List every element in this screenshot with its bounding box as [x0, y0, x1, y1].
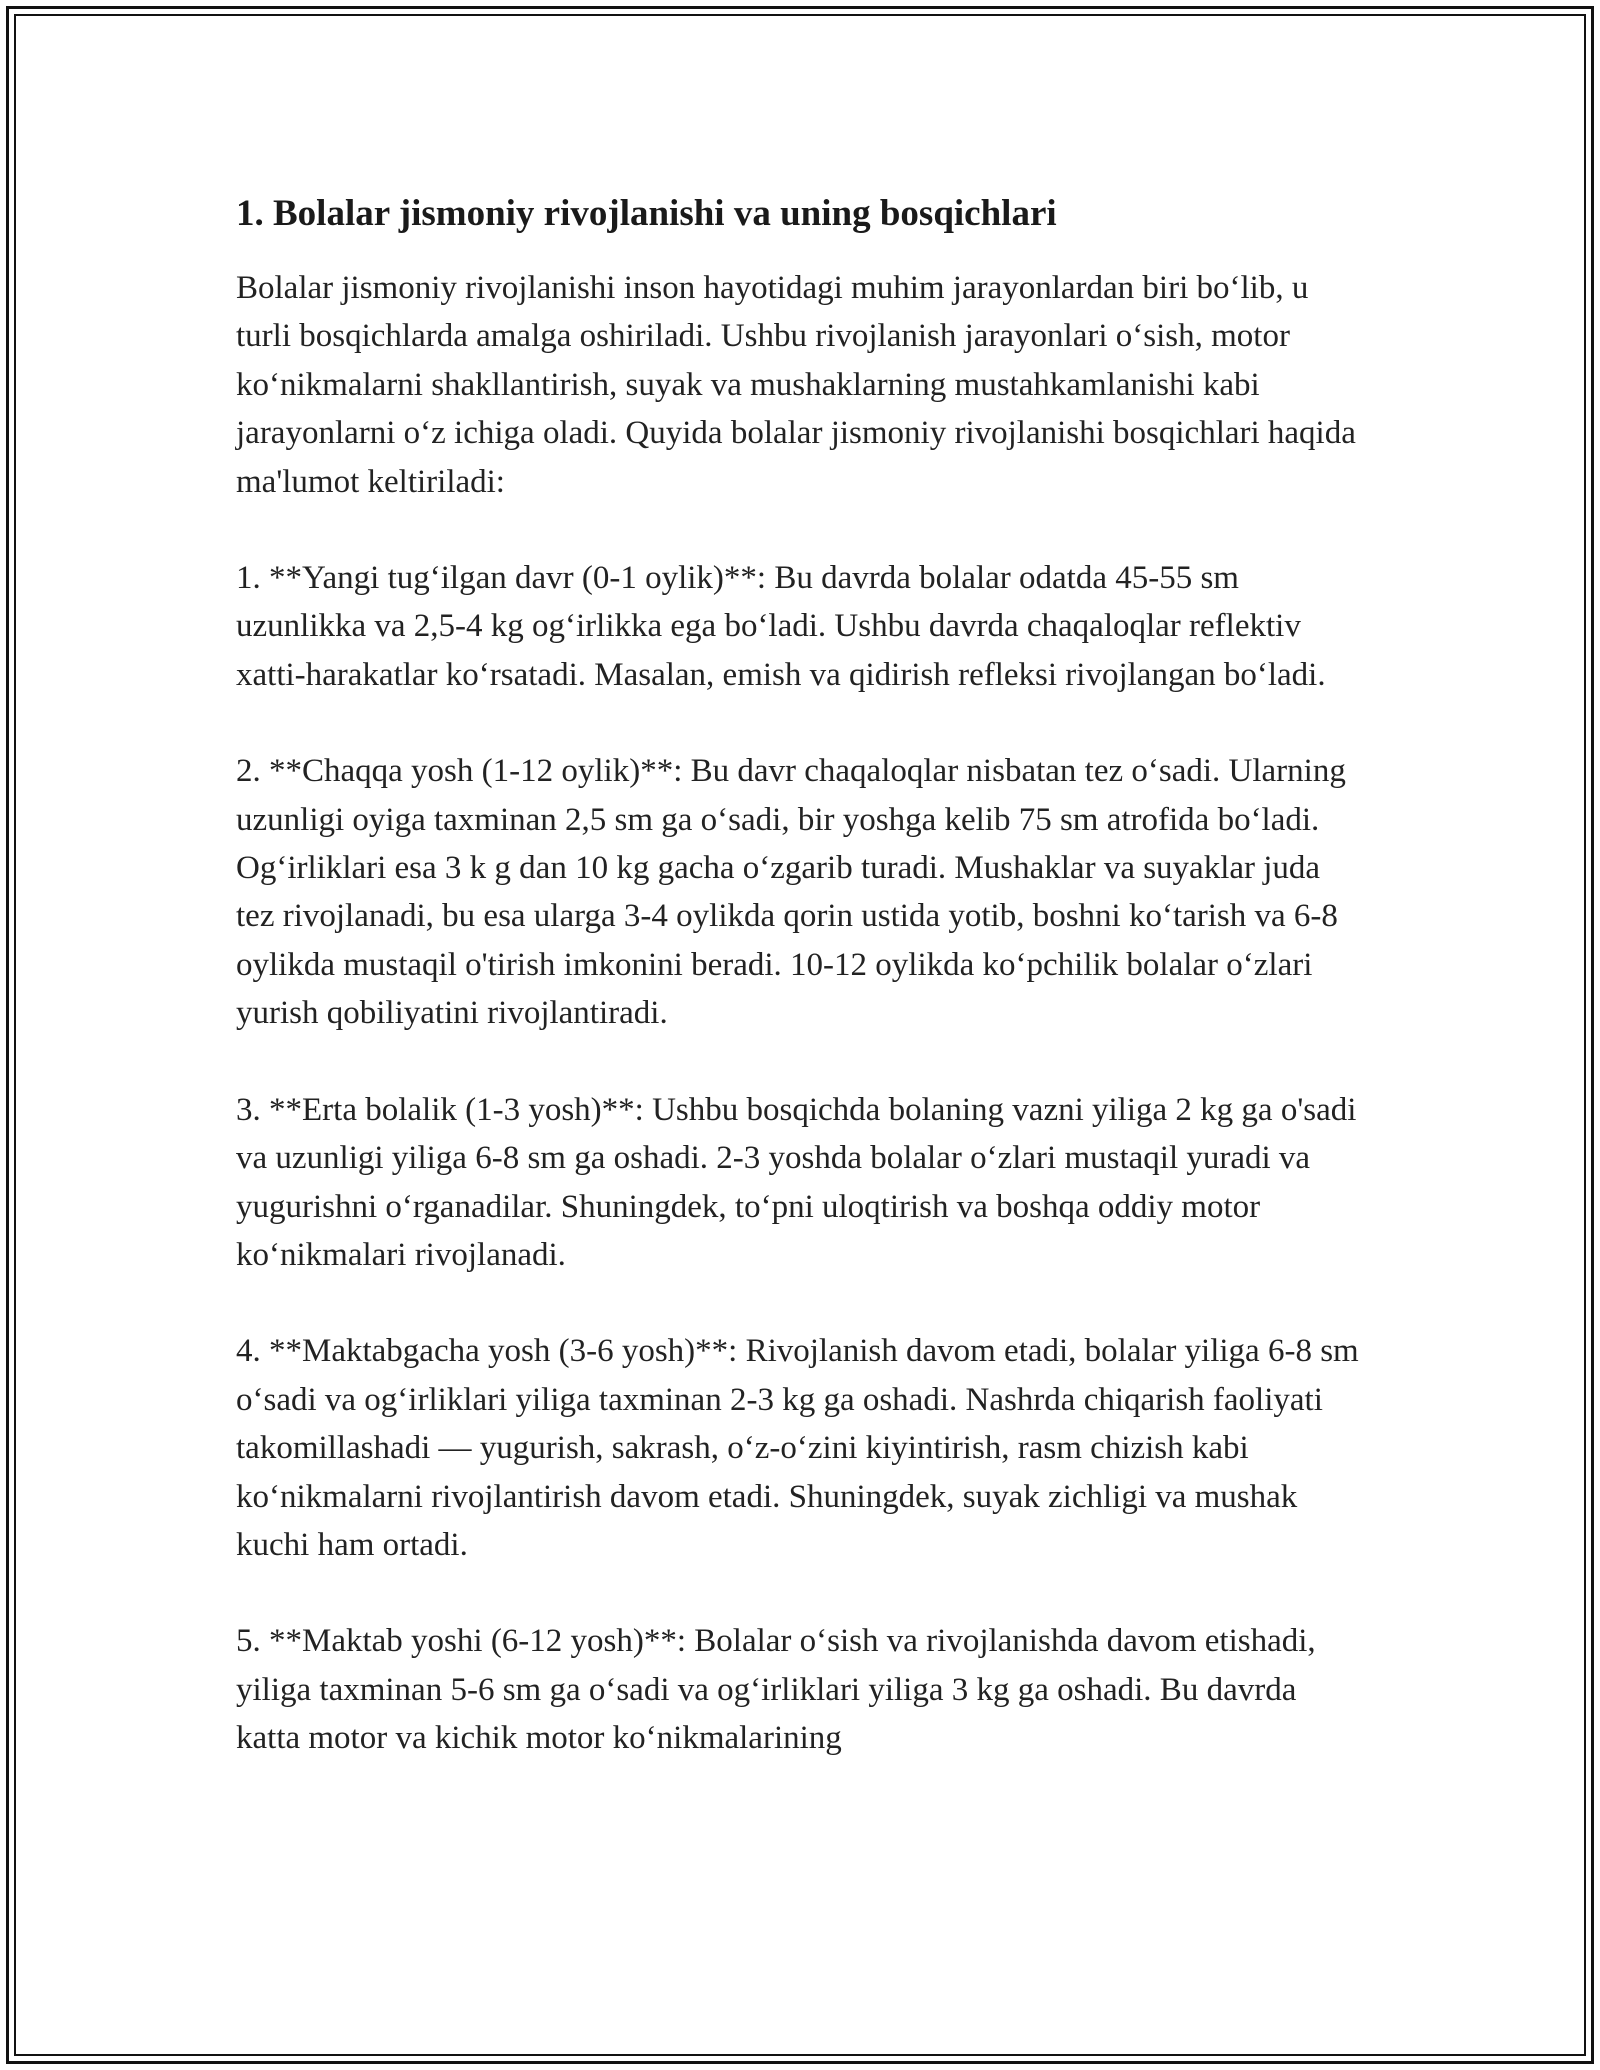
- document-body: [236, 186, 1366, 1811]
- intro-paragraph: Bolalar jismoniy rivojlanishi inson hayotidagi muhim jarayonlardan biri bo‘lib, u turli bosqichlarda amalga oshiriladi. Ushbu rivojlanish jarayonlari o‘sish, motor ko‘nikmalarni shakllantirish, suyak va mushaklarning mustahkamlanishi kabi jarayonlarni o‘z ichiga oladi. Quyida bolalar jismoniy rivojlanishi bosqichlari haqida ma'lumot keltiriladi:: [236, 270, 1356, 500]
- stage-4-paragraph: 4. **Maktabgacha yosh (3-6 yosh)**: Rivojlanish davom etadi, bolalar yiliga 6-8 sm o‘sadi va og‘irliklari yiliga taxminan 2-3 kg ga oshadi. Nashrda chiqarish faoliyati takomillashadi — yugurish, sakrash, o‘z-o‘zini kiyintirish, rasm chizish kabi ko‘nikmalarni rivojlantirish davom etadi. Shuningdek, suyak zichligi va mushak kuchi ham ortadi.: [236, 1333, 1359, 1563]
- stage-5-paragraph: 5. **Maktab yoshi (6-12 yosh)**: Bolalar o‘sish va rivojlanishda davom etishadi, yiliga taxminan 5-6 sm ga o‘sadi va og‘irliklari yiliga 3 kg ga oshadi. Bu davrda katta motor va kichik motor ko‘nikmalarining: [236, 1623, 1316, 1757]
- stage-3-paragraph: 3. **Erta bolalik (1-3 yosh)**: Ushbu bosqichda bolaning vazni yiliga 2 kg ga o'sadi va uzunligi yiliga 6-8 sm ga oshadi. 2-3 yoshda bolalar o‘zlari mustaqil yuradi va yugurishni o‘rganadilar. Shuningdek, to‘pni uloqtirish va boshqa oddiy motor ko‘nikmalari rivojlanadi.: [236, 1091, 1357, 1273]
- stage-2-paragraph: 2. **Chaqqa yosh (1-12 oylik)**: Bu davr chaqaloqlar nisbatan tez o‘sadi. Ularning uzunligi oyiga taxminan 2,5 sm ga o‘sadi, bir yoshga kelib 75 sm atrofida bo‘ladi. Og‘irliklari esa 3 k g dan 10 kg gacha o‘zgarib turadi. Mushaklar va suyaklar juda tez rivojlanadi, bu esa ularga 3-4 oylikda qorin ustida yotib, boshni ko‘tarish va 6-8 oylikda mustaqil o'tirish imkonini beradi. 10-12 oylikda ko‘pchilik bolalar o‘zlari yurish qobiliyatini rivojlantiradi.: [236, 753, 1346, 1032]
- section-heading: 1. Bolalar jismoniy rivojlanishi va uning bosqichlari: [236, 193, 1057, 234]
- stage-1-paragraph: 1. **Yangi tug‘ilgan davr (0-1 oylik)**: Bu davrda bolalar odatda 45-55 sm uzunlikka va 2,5-4 kg og‘irlikka ega bo‘ladi. Ushbu davrda chaqaloqlar reflektiv xatti-harakatlar ko‘rsatadi. Masalan, emish va qidirish refleksi rivojlangan bo‘ladi.: [236, 560, 1326, 693]
